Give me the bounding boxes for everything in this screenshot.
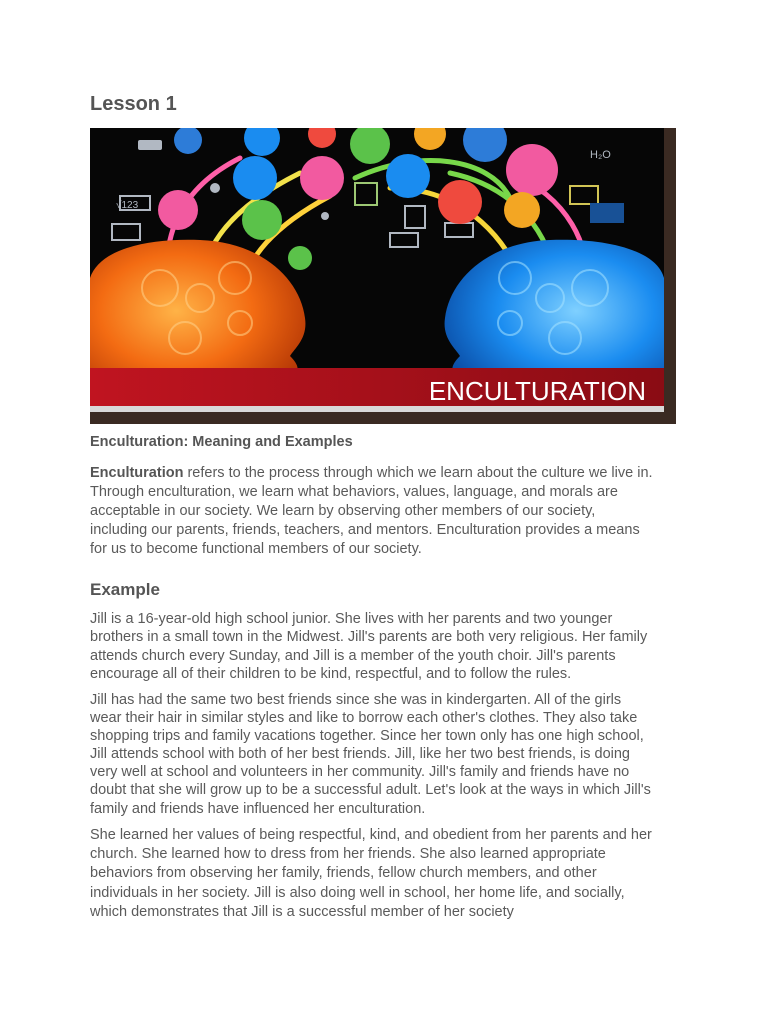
- intro-line-1: Enculturation refers to the process through which we learn about the culture we live in.: [90, 465, 653, 481]
- intro-line: including our parents, friends, teachers, and mentors. Enculturation provides a means: [90, 522, 640, 538]
- paragraph-line: church. She learned how to dress from her friends. She also learned appropriate: [90, 846, 606, 863]
- paragraph-line: She learned her values of being respectful, kind, and obedient from her parents and her: [90, 827, 652, 843]
- svg-text:H₂O: H₂O: [590, 149, 611, 161]
- paragraph-line: shopping trips and family vacations together. Since her town only has one high school,: [90, 728, 644, 745]
- illustration-svg: [90, 128, 676, 424]
- enculturation-illustration: [90, 128, 676, 424]
- paragraph-line: family and friends have influenced her enculturation.: [90, 800, 426, 817]
- example-paragraph-1: [90, 610, 647, 683]
- example-paragraph-2: [90, 691, 651, 818]
- example-paragraph-3: [90, 826, 652, 922]
- paragraph-line: encourage all of their children to be kind, respectful, and to follow the rules.: [90, 665, 572, 682]
- paragraph-line: wear their hair in similar styles and like to borrow each other's clothes. They also take: [90, 710, 638, 727]
- paragraph-line: individuals in her society. Jill is also doing well in school, her home life, and socially,: [90, 884, 625, 901]
- example-heading: Example: [90, 580, 160, 599]
- paragraph-line: doubt that she will grow up to be a successful adult. Let's look at the ways in which Jill's: [90, 782, 651, 799]
- paragraph-line: which demonstrates that Jill is a successful member of her society: [90, 903, 514, 920]
- paragraph-line: brothers in a small town in the Midwest. Jill's parents are both very religious. Her family: [90, 629, 648, 646]
- paragraph-line: Jill is a 16-year-old high school junior. She lives with her parents and two younger: [90, 611, 613, 627]
- paragraph-line: behaviors from observing her family, friends, fellow church members, and other: [90, 865, 597, 882]
- intro-bold-term: Enculturation: [90, 465, 184, 481]
- intro-line: for us to become functional members of our society.: [90, 541, 422, 557]
- paragraph-line: attends church every Sunday, and Jill is a member of the youth choir. Jill's parents: [90, 647, 616, 664]
- article-subtitle: Enculturation: Meaning and Examples: [90, 434, 353, 450]
- intro-line: Through enculturation, we learn what behaviors, values, language, and morals are: [90, 484, 618, 500]
- intro-line: acceptable in our society. We learn by observing other members of our society,: [90, 503, 596, 519]
- svg-text:√123: √123: [116, 200, 139, 211]
- paragraph-line: Jill attends school with both of her best friends. Jill, like her two best friends, is doing: [90, 746, 630, 763]
- intro-paragraph: [90, 464, 653, 559]
- paragraph-line: Jill has had the same two best friends since she was in kindergarten. All of the girls: [90, 692, 622, 708]
- paragraph-line: very well at school and volunteers in her community. Jill's family and friends have no: [90, 764, 630, 781]
- lesson-title: Lesson 1: [90, 93, 177, 115]
- banner-text: ENCULTURATION: [428, 376, 646, 406]
